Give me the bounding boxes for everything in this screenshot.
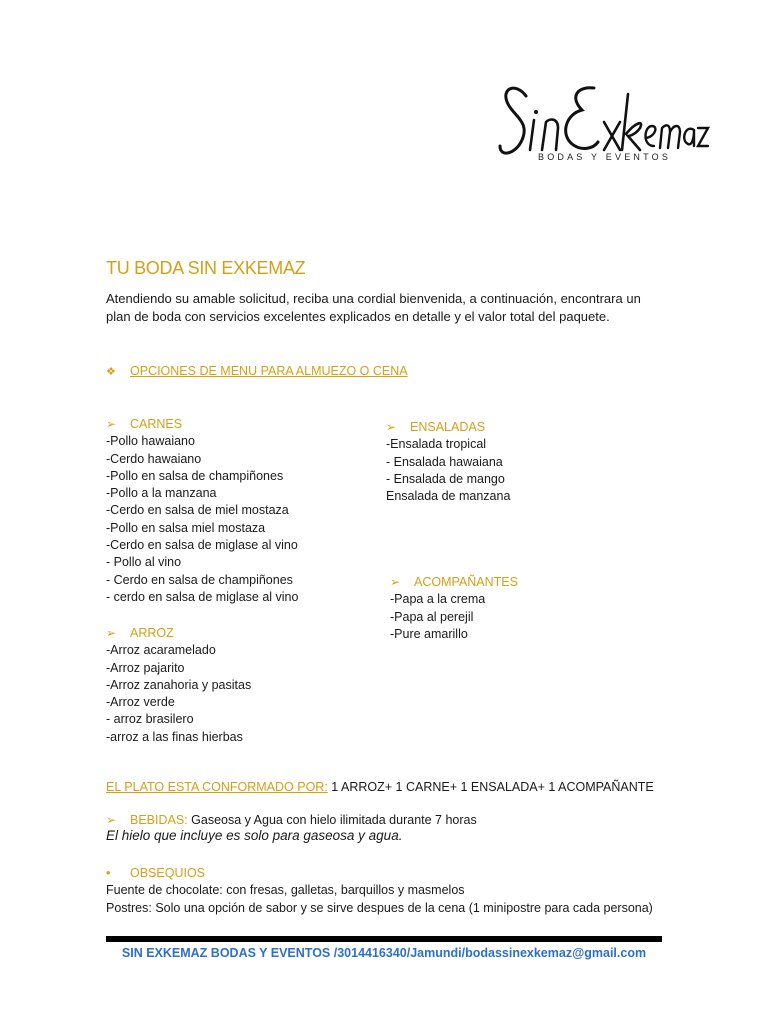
bebidas-note: El hielo que incluye es solo para gaseosa y agua. (106, 828, 403, 843)
bebidas-value: Gaseosa y Agua con hielo ilimitada durante 7 horas (187, 813, 477, 827)
list-item: -Pollo en salsa miel mostaza (106, 520, 266, 535)
carnes-heading (106, 416, 298, 433)
menu-heading-text: OPCIONES DE MENU PARA ALMUEZO O CENA (130, 364, 408, 378)
logo-tagline: BODAS Y EVENTOS (538, 152, 672, 162)
footer-divider (106, 936, 662, 942)
obsequios-heading (106, 865, 653, 882)
footer-contact: SIN EXKEMAZ BODAS Y EVENTOS /3014416340/Jamundi/bodassinexkemaz@gmail.com (121, 946, 647, 960)
obsequios-line-2: Postres: Solo una opción de sabor y se sirve despues de la cena (1 minipostre para cada persona) (106, 900, 653, 915)
acompanantes-section (390, 574, 518, 643)
intro-line-2: plan de boda con servicios excelentes explicados en detalle y el valor total del paquete. (106, 308, 610, 324)
list-item: -Pollo hawaiano (106, 434, 195, 449)
acompanantes-list (390, 591, 518, 643)
list-item: - arroz brasilero (106, 712, 194, 727)
acompanantes-heading (390, 574, 518, 591)
obsequios-section (106, 865, 653, 917)
list-item: -Papa al perejil (390, 609, 474, 624)
list-item: -Pollo a la manzana (106, 486, 217, 501)
ensaladas-list (386, 436, 510, 505)
plato-value: 1 ARROZ+ 1 CARNE+ 1 ENSALADA+ 1 ACOMPAÑANTE (327, 780, 654, 794)
arrow-bullet-icon: ➢ (106, 813, 117, 827)
carnes-section (106, 416, 298, 606)
ensaladas-heading (386, 419, 510, 436)
menu-heading (106, 363, 408, 381)
bebidas-label: BEBIDAS: (130, 813, 188, 827)
page-title: TU BODA SIN EXKEMAZ (106, 258, 306, 278)
carnes-list (106, 433, 298, 606)
obsequios-line-1: Fuente de chocolate: con fresas, galletas, barquillos y masmelos (106, 883, 465, 898)
arrow-bullet-icon: ➢ (106, 417, 117, 431)
diamond-bullet-icon: ❖ (106, 366, 116, 378)
list-item: -Arroz acaramelado (106, 643, 216, 658)
list-item: - cerdo en salsa de miglase al vino (106, 589, 299, 604)
carnes-heading-text: CARNES (130, 417, 183, 431)
bebidas-line (106, 812, 477, 829)
list-item: - Ensalada hawaiana (386, 454, 503, 469)
list-item: -Papa a la crema (390, 592, 486, 607)
arrow-bullet-icon: ➢ (390, 575, 401, 589)
arroz-heading (106, 625, 251, 642)
ensaladas-section (386, 419, 510, 505)
list-item: -Arroz verde (106, 695, 175, 710)
obsequios-heading-text: OBSEQUIOS (130, 866, 206, 880)
arrow-bullet-icon: ➢ (386, 420, 397, 434)
list-item: Ensalada de manzana (386, 489, 511, 504)
list-item: - Cerdo en salsa de champiñones (106, 572, 293, 587)
list-item: -Arroz zanahoria y pasitas (106, 677, 252, 692)
intro-paragraph (106, 290, 666, 325)
list-item: - Pollo al vino (106, 555, 182, 570)
ensaladas-heading-text: ENSALADAS (410, 420, 486, 434)
brand-logo (496, 58, 710, 178)
list-item: - Ensalada de mango (386, 471, 505, 486)
list-item: -arroz a las finas hierbas (106, 729, 243, 744)
list-item: -Pollo en salsa de champiñones (106, 468, 284, 483)
list-item: -Arroz pajarito (106, 660, 185, 675)
dot-bullet-icon: • (106, 866, 111, 880)
list-item: -Cerdo hawaiano (106, 451, 202, 466)
arroz-list (106, 642, 251, 746)
arrow-bullet-icon: ➢ (106, 626, 117, 640)
list-item: -Cerdo en salsa de miglase al vino (106, 538, 298, 553)
arroz-heading-text: ARROZ (130, 626, 174, 640)
plato-label: EL PLATO ESTA CONFORMADO POR: (106, 780, 328, 794)
intro-line-1: Atendiendo su amable solicitud, reciba una cordial bienvenida, a continuación, encontrara un (106, 291, 641, 306)
acompanantes-heading-text: ACOMPAÑANTES (414, 575, 518, 589)
list-item: -Pure amarillo (390, 626, 468, 641)
plato-line (106, 779, 654, 796)
list-item: -Ensalada tropical (386, 437, 487, 452)
list-item: -Cerdo en salsa de miel mostaza (106, 503, 289, 518)
arroz-section (106, 625, 251, 746)
